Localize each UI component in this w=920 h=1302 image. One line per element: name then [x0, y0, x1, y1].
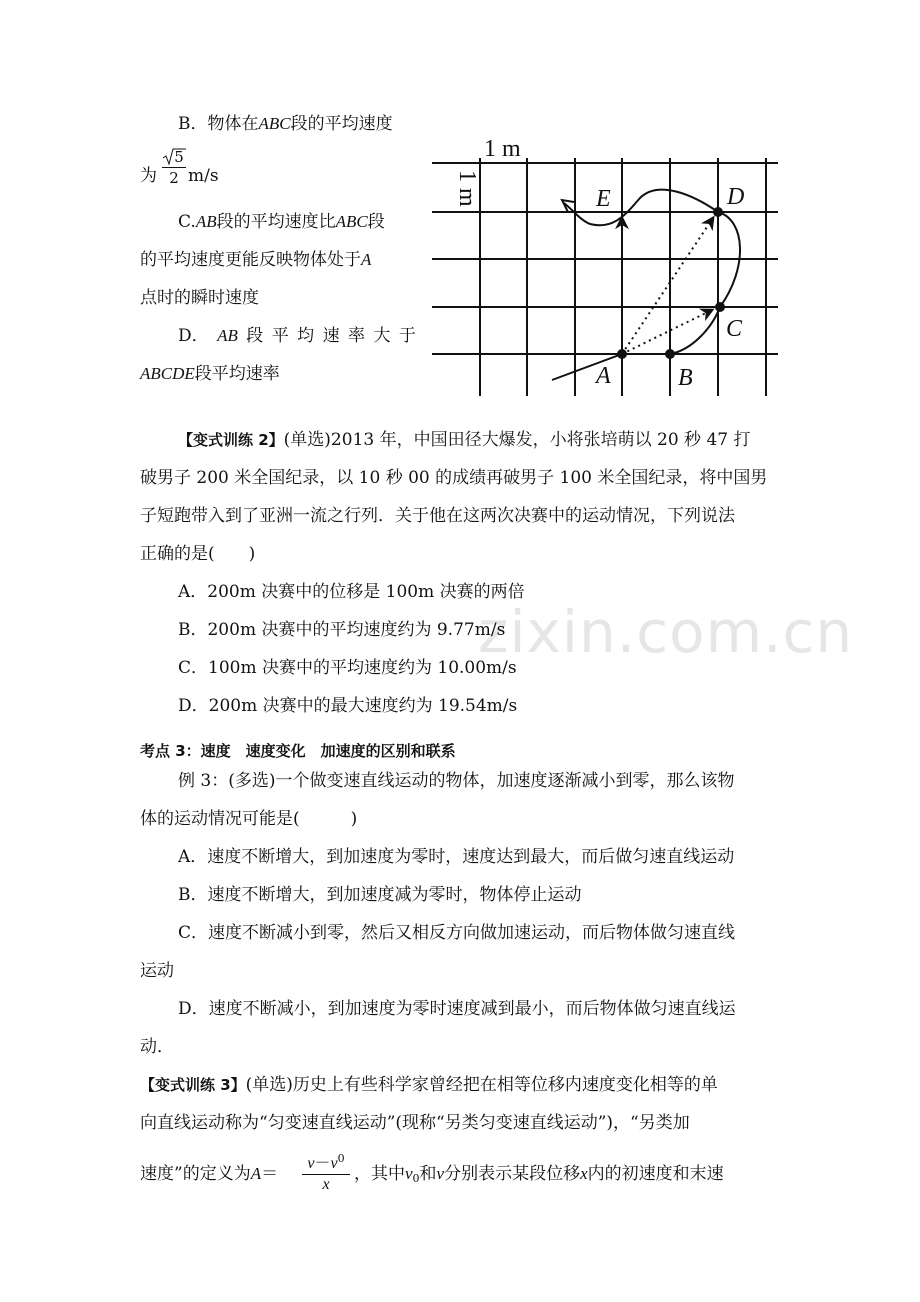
grid-figure	[430, 128, 786, 400]
kaodian3-title: 考点 3：速度 速度变化 加速度的区别和联系	[140, 742, 456, 760]
variant2-option-b: B．200m 决赛中的平均速度约为 9.77m/s	[178, 620, 506, 640]
variant2-option-a: A．200m 决赛中的位移是 100m 决赛的两倍	[178, 582, 525, 602]
example3-line2: 体的运动情况可能是( )	[140, 809, 358, 829]
variant2-line1: 【变式训练 2】(单选)2013 年，中国田径大爆发，小将张培萌以 20 秒 47 打	[178, 430, 751, 450]
label-e: E	[596, 186, 611, 212]
option-b-unit: m/s	[188, 166, 219, 186]
option-b-line1: B．物体在ABC段的平均速度	[178, 114, 393, 134]
example3-option-d2: 动．	[140, 1037, 174, 1057]
example3-option-b: B．速度不断增大，到加速度减为零时，物体停止运动	[178, 885, 582, 905]
variant3-line1: 【变式训练 3】(单选)历史上有些科学家曾经把在相等位移内速度变化相等的单	[140, 1075, 718, 1095]
example3-option-c1: C．速度不断减小到零，然后又相反方向做加速运动，而后物体做匀速直线	[178, 923, 736, 943]
watermark: zixin.com.cn	[478, 598, 854, 666]
label-c: C	[726, 316, 743, 342]
example3-option-a: A．速度不断增大，到加速度为零时，速度达到最大，而后做匀速直线运动	[178, 847, 735, 867]
label-d: D	[727, 184, 745, 210]
option-c-line3: 点时的瞬时速度	[140, 288, 259, 308]
label-1m-y: 1 m	[454, 170, 480, 207]
example3-line1: 例 3：(多选)一个做变速直线运动的物体，加速度逐渐减小到零，那么该物	[178, 771, 735, 791]
point-b	[665, 349, 675, 359]
option-c-line2: 的平均速度更能反映物体处于A	[140, 250, 372, 270]
option-d-line1: D． AB 段 平 均 速 率 大 于	[178, 326, 416, 346]
example3-option-d1: D．速度不断减小，到加速度为零时速度减到最小，而后物体做匀速直线运	[178, 999, 736, 1019]
variant2-option-d: D．200m 决赛中的最大速度约为 19.54m/s	[178, 696, 518, 716]
variant2-tag: 【变式训练 2】	[178, 431, 284, 449]
variant2-line3: 子短跑带入到了亚洲一流之行列．关于他在这两次决赛中的运动情况，下列说法	[140, 506, 735, 526]
variant3-fraction: $v-v^0$ x	[302, 1150, 350, 1194]
example3-option-c2: 运动	[140, 961, 174, 981]
variant2-option-c: C．100m 决赛中的平均速度约为 10.00m/s	[178, 658, 517, 678]
option-b-line2: 为	[140, 166, 157, 186]
variant3-tag: 【变式训练 3】	[140, 1076, 246, 1094]
variant2-line2: 破男子 200 米全国纪录，以 10 秒 00 的成绩再破男子 100 米全国纪录，将中国男	[140, 468, 768, 488]
variant3-line3-a: 速度”的定义为A＝	[140, 1164, 279, 1184]
point-d	[713, 207, 723, 217]
option-d-line2: ABCDE段平均速率	[140, 364, 280, 384]
point-a	[617, 349, 627, 359]
displacement-vectors	[622, 218, 713, 354]
variant3-line3-b: ，其中$v_0$和v分别表示某段位移x内的初速度和末速	[354, 1164, 724, 1185]
variant3-line2: 向直线运动称为“匀变速直线运动”(现称“另类匀变速直线运动”)，“另类加	[140, 1113, 690, 1133]
sqrt5-over-2: 5 2	[162, 148, 186, 187]
label-1m-x: 1 m	[484, 136, 521, 162]
variant2-line4: 正确的是( )	[140, 544, 256, 564]
point-c	[715, 302, 725, 312]
label-b: B	[678, 365, 693, 391]
label-a: A	[596, 363, 611, 389]
option-c-line1: C.AB段的平均速度比ABC段	[178, 212, 385, 232]
